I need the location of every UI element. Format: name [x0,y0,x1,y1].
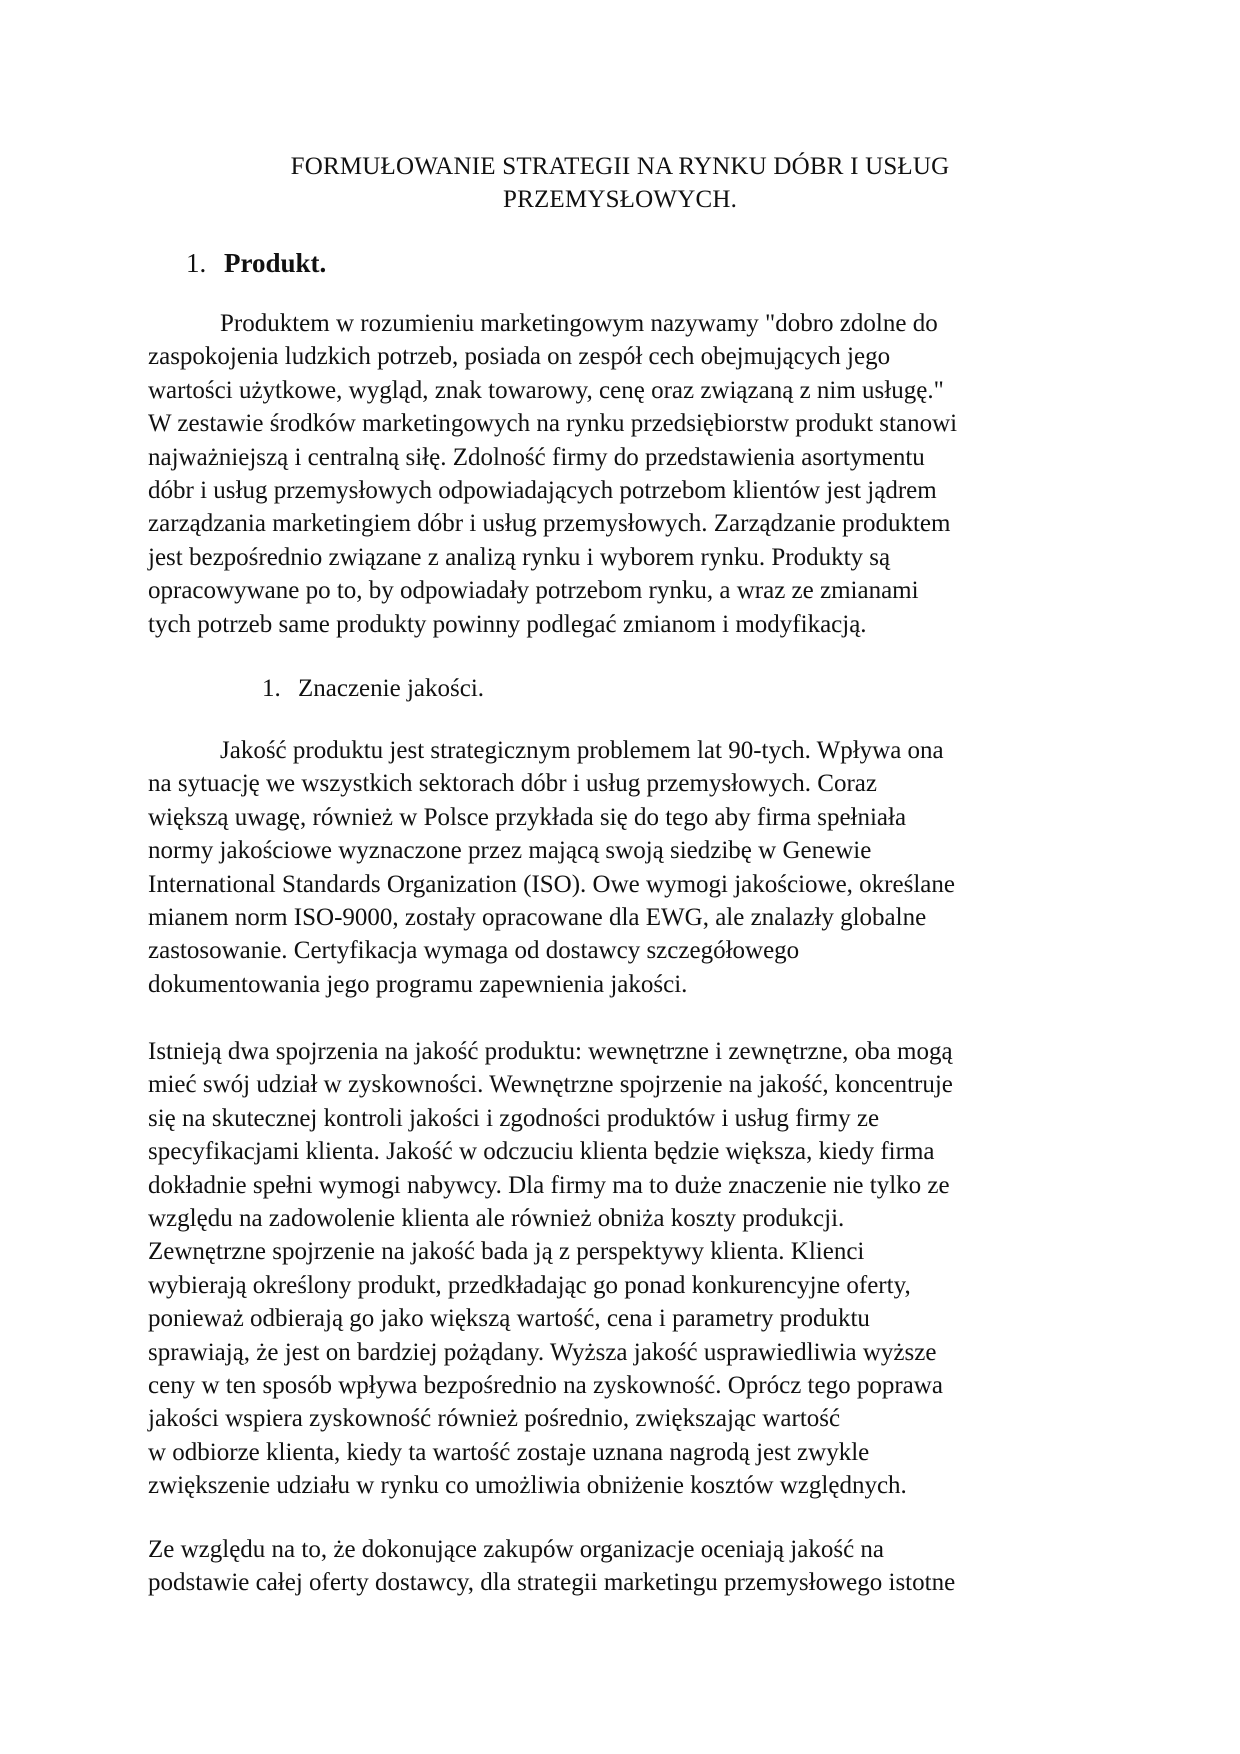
paragraph-jakosc-produktu [148,734,1093,1001]
paragraph-line: jest bezpośrednio związane z analizą rynku i wyborem rynku. Produkty są [148,543,891,571]
section-heading-znaczenie-jakosci [262,672,484,706]
paragraph-line: tych potrzeb same produkty powinny podlegać zmianom i modyfikacją. [148,610,867,638]
paragraph-line: Istnieją dwa spojrzenia na jakość produktu: wewnętrzne i zewnętrzne, oba mogą [148,1038,953,1065]
paragraph-line: jakości wspiera zyskowność również pośrednio, zwiększając wartość [148,1405,841,1433]
paragraph-line: Ze względu na to, że dokonujące zakupów organizacje oceniają jakość na [148,1536,885,1563]
paragraph-produkt-definition [148,307,1093,641]
paragraph-line: mianem norm ISO-9000, zostały opracowane dla EWG, ale znalazły globalne [148,904,927,932]
paragraph-line: Zewnętrzne spojrzenie na jakość bada ją z perspektywy klienta. Klienci [148,1238,865,1266]
paragraph-line: podstawie całej oferty dostawcy, dla strategii marketingu przemysłowego istotne [148,1569,956,1597]
paragraph-line: zaspokojenia ludzkich potrzeb, posiada on zespół cech obejmujących jego [148,343,891,371]
section-number: 1. [186,248,207,278]
paragraph-line: zastosowanie. Certyfikacja wymaga od dostawcy szczegółowego [148,937,800,965]
paragraph-line: opracowywane po to, by odpowiadały potrzebom rynku, a wraz ze zmianami [148,577,919,605]
paragraph-line: większą uwagę, również w Polsce przykłada się do tego aby firma spełniała [148,803,907,831]
paragraph-line: najważniejszą i centralną siłę. Zdolność firmy do przedstawienia asortymentu [148,443,925,471]
paragraph-line: się na skutecznej kontroli jakości i zgodności produktów i usług firmy ze [148,1104,880,1132]
paragraph-line: specyfikacjami klienta. Jakość w odczuciu klienta będzie większa, kiedy firma [148,1138,935,1166]
paragraph-oferta-dostawcy [148,1533,1093,1600]
paragraph-line: na sytuację we wszystkich sektorach dóbr i usług przemysłowych. Coraz [148,770,877,798]
paragraph-line: w odbiorze klienta, kiedy ta wartość zostaje uznana nagrodą jest zwykle [148,1438,870,1466]
paragraph-line: dokładnie spełni wymogi nabywcy. Dla firmy ma to duże znaczenie nie tylko ze [148,1171,950,1199]
paragraph-line: ceny w ten sposób wpływa bezpośrednio na zyskowność. Oprócz tego poprawa [148,1372,943,1400]
paragraph-line: ponieważ odbierają go jako większą wartość, cena i parametry produktu [148,1305,870,1333]
paragraph-line: względu na zadowolenie klienta ale również obniża koszty produkcji. [148,1205,845,1233]
paragraph-line: Jakość produktu jest strategicznym problemem lat 90-tych. Wpływa ona [220,737,944,764]
title-line-2: PRZEMYSŁOWYCH. [502,186,738,213]
paragraph-spojrzenia-na-jakosc [148,1035,1093,1503]
paragraph-line: normy jakościowe wyznaczone przez mającą swoją siedzibę w Genewie [148,837,872,865]
subsection-title: Znaczenie jakości. [298,675,485,702]
section-heading-produkt [186,246,326,280]
paragraph-line: International Standards Organization (ISO). Owe wymogi jakościowe, określane [148,870,955,898]
paragraph-line: wybierają określony produkt, przedkładając go ponad konkurencyjne oferty, [148,1271,911,1299]
subsection-number: 1. [262,675,281,702]
paragraph-line: sprawiają, że jest on bardziej pożądany. Wyższa jakość usprawiedliwia wyższe [148,1338,937,1366]
paragraph-line: zarządzania marketingiem dóbr i usług przemysłowych. Zarządzanie produktem [148,510,951,538]
paragraph-line: W zestawie środków marketingowych na rynku przedsiębiorstw produkt stanowi [148,410,958,438]
paragraph-line: zwiększenie udziału w rynku co umożliwia obniżenie kosztów względnych. [148,1472,907,1500]
paragraph-line: Produktem w rozumieniu marketingowym nazywamy "dobro zdolne do [220,310,938,337]
paragraph-line: dokumentowania jego programu zapewnienia jakości. [148,970,688,998]
title-line-1: FORMUŁOWANIE STRATEGII NA RYNKU DÓBR I USŁUG [290,153,950,180]
section-title: Produkt. [224,248,327,278]
paragraph-line: dóbr i usług przemysłowych odpowiadających potrzebom klientów jest jądrem [148,477,937,505]
paragraph-line: mieć swój udział w zyskowności. Wewnętrzne spojrzenie na jakość, koncentruje [148,1071,953,1099]
paragraph-line: wartości użytkowe, wygląd, znak towarowy, cenę oraz związaną z nim usługę." [148,376,944,404]
document-title [148,150,1092,216]
